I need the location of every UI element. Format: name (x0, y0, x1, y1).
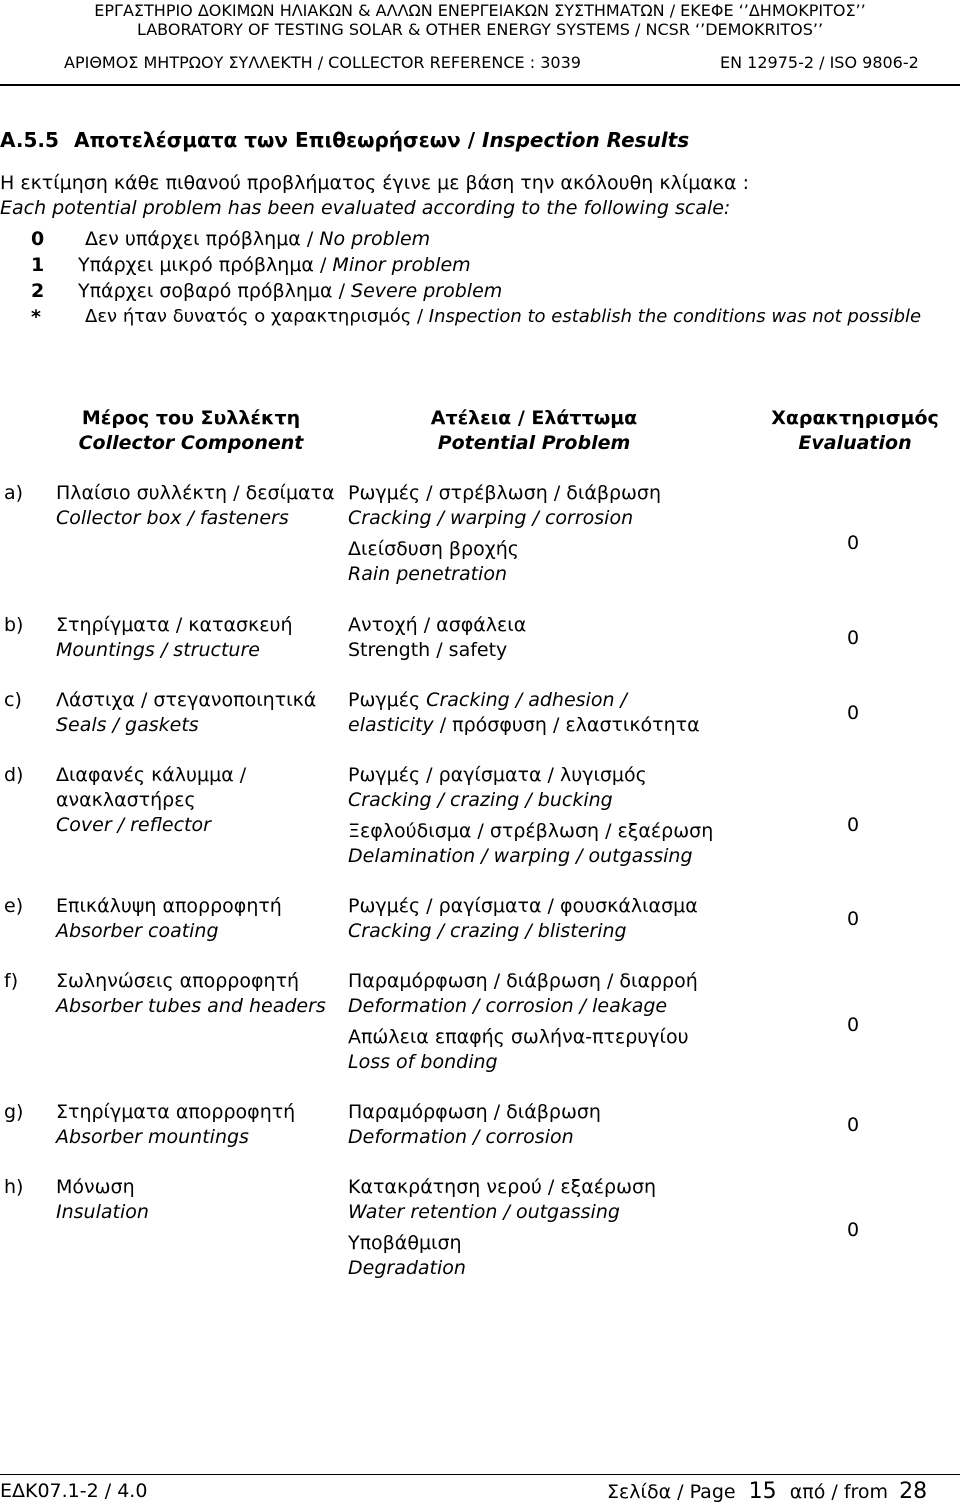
scale-item: Δεν ήταν δυνατός ο χαρακτηρισμός / Inspection to establish the conditions was not possible (85, 306, 922, 327)
row-letter: h) (4, 1176, 24, 1198)
of-label: από / from (789, 1481, 889, 1503)
problem-en: Deformation / corrosion / leakage (348, 995, 668, 1017)
problem-gr: Απώλεια επαφής σωλήνα-πτερυγίου (348, 1026, 689, 1048)
component-en: Cover / reflector (56, 814, 211, 836)
row-letter: b) (4, 614, 24, 636)
problem-en: Degradation (348, 1257, 466, 1279)
evaluation-value: 0 (847, 1219, 860, 1241)
evaluation-value: 0 (847, 1114, 860, 1136)
row-letter: e) (4, 895, 24, 917)
header-lab-name-en: LABORATORY OF TESTING SOLAR & OTHER ENERGY SYSTEMS / NCSR ‘’DEMOKRITOS’’ (136, 20, 824, 39)
component-en: Absorber coating (56, 920, 219, 942)
column-header-problem-gr: Ατέλεια / Ελάττωμα (430, 407, 638, 429)
problem-gr: Παραμόρφωση / διάβρωση (348, 1101, 601, 1123)
evaluation-value: 0 (847, 814, 860, 836)
row-letter: a) (4, 482, 24, 504)
problem-en: Deformation / corrosion (348, 1126, 574, 1148)
standard-reference: EN 12975-2 / ISO 9806-2 (720, 53, 919, 72)
problem-gr: Ρωγμές / στρέβλωση / διάβρωση (348, 482, 662, 504)
problem-gr: Παραμόρφωση / διάβρωση / διαρροή (348, 970, 698, 992)
scale-code: 2 (31, 280, 45, 302)
component-en: Absorber tubes and headers (56, 995, 326, 1017)
component-gr: Στηρίγματα απορροφητή (56, 1101, 296, 1123)
problem-en: Cracking / crazing / blistering (348, 920, 627, 942)
problem-en: Cracking / warping / corrosion (348, 507, 634, 529)
problem-en: Cracking / crazing / bucking (348, 789, 613, 811)
scale-item: Υπάρχει σοβαρό πρόβλημα / Severe problem (78, 280, 503, 302)
component-gr: Μόνωση (56, 1176, 135, 1198)
scale-code: 0 (31, 228, 45, 250)
section-number: A.5.5 (0, 128, 59, 152)
section-title (74, 128, 689, 152)
component-en: Insulation (56, 1201, 149, 1223)
problem-en: Strength / safety (348, 639, 508, 661)
problem-gr: Ρωγμές / ραγίσματα / λυγισμός (348, 764, 647, 786)
problem-gr: Υποβάθμιση (348, 1232, 462, 1254)
component-gr: ανακλαστήρες (56, 789, 196, 811)
problem-gr: Ρωγμές / ραγίσματα / φουσκάλιασμα (348, 895, 698, 917)
scale-item: Δεν υπάρχει πρόβλημα / No problem (85, 228, 431, 250)
component-gr: Σωληνώσεις απορροφητή (56, 970, 300, 992)
component-gr: Στηρίγματα / κατασκευή (56, 614, 293, 636)
column-header-problem-en: Potential Problem (437, 432, 631, 454)
column-header-evaluation-gr: Χαρακτηρισμός (771, 407, 939, 429)
component-en: Collector box / fasteners (56, 507, 289, 529)
header-lab-name-gr: ΕΡΓΑΣΤΗΡΙΟ ΔΟΚΙΜΩΝ ΗΛΙΑΚΩΝ & ΑΛΛΩΝ ΕΝΕΡΓΕΙΑΚΩΝ ΣΥΣΤΗΜΑΤΩΝ / ΕΚΕΦΕ ‘’ΔΗΜΟΚΡΙΤΟΣ’’ (94, 1, 866, 20)
total-pages: 28 (899, 1479, 928, 1504)
problem-gr: Ξεφλούδισμα / στρέβλωση / εξαέρωση (348, 820, 714, 842)
page-indicator (607, 1479, 927, 1504)
row-letter: f) (4, 970, 19, 992)
component-gr: Πλαίσιο συλλέκτη / δεσίματα (56, 482, 335, 504)
intro-gr: Η εκτίμηση κάθε πιθανού προβλήματος έγινε με βάση την ακόλουθη κλίμακα : (0, 172, 749, 194)
section-title-en: Inspection Results (482, 128, 690, 152)
component-gr: Επικάλυψη απορροφητή (56, 895, 282, 917)
document-code: ΕΔΚ07.1-2 / 4.0 (0, 1480, 148, 1502)
evaluation-value: 0 (847, 702, 860, 724)
problem-gr: Κατακράτηση νερού / εξαέρωση (348, 1176, 657, 1198)
evaluation-value: 0 (847, 908, 860, 930)
component-gr: Λάστιχα / στεγανοποιητικά (56, 689, 317, 711)
evaluation-value: 0 (847, 627, 860, 649)
component-gr: Διαφανές κάλυμμα / (56, 764, 247, 786)
problem-en: Delamination / warping / outgassing (348, 845, 693, 867)
problem-en: Rain penetration (348, 563, 507, 585)
row-letter: c) (4, 689, 22, 711)
row-letter: d) (4, 764, 24, 786)
column-header-evaluation-en: Evaluation (798, 432, 912, 454)
scale-code: * (31, 306, 41, 328)
component-en: Seals / gaskets (56, 714, 199, 736)
problem-gr: Διείσδυση βροχής (348, 538, 519, 560)
page-label: Σελίδα / Page (607, 1481, 736, 1503)
row-letter: g) (4, 1101, 24, 1123)
header-rule (0, 84, 960, 86)
problem-en: Water retention / outgassing (348, 1201, 620, 1223)
intro-en: Each potential problem has been evaluated according to the following scale: (0, 197, 731, 219)
evaluation-value: 0 (847, 532, 860, 554)
component-en: Mountings / structure (56, 639, 260, 661)
scale-item: Υπάρχει μικρό πρόβλημα / Minor problem (78, 254, 471, 276)
page-number: 15 (748, 1479, 777, 1504)
collector-reference: ΑΡΙΘΜΟΣ ΜΗΤΡΩΟΥ ΣΥΛΛΕΚΤΗ / COLLECTOR REFERENCE : 3039 (64, 53, 581, 72)
component-en: Absorber mountings (56, 1126, 249, 1148)
scale-code: 1 (31, 254, 45, 276)
problem-text: Ρωγμές Cracking / adhesion / (348, 689, 627, 711)
problem-en: Loss of bonding (348, 1051, 498, 1073)
footer-rule (0, 1474, 960, 1475)
problem-gr: Αντοχή / ασφάλεια (348, 614, 527, 636)
column-header-component-en: Collector Component (78, 432, 304, 454)
column-header-component-gr: Μέρος του Συλλέκτη (81, 407, 301, 429)
evaluation-value: 0 (847, 1014, 860, 1036)
problem-text: elasticity / πρόσφυση / ελαστικότητα (348, 714, 700, 736)
section-title-gr: Αποτελέσματα των Επιθεωρήσεων / (74, 128, 482, 152)
